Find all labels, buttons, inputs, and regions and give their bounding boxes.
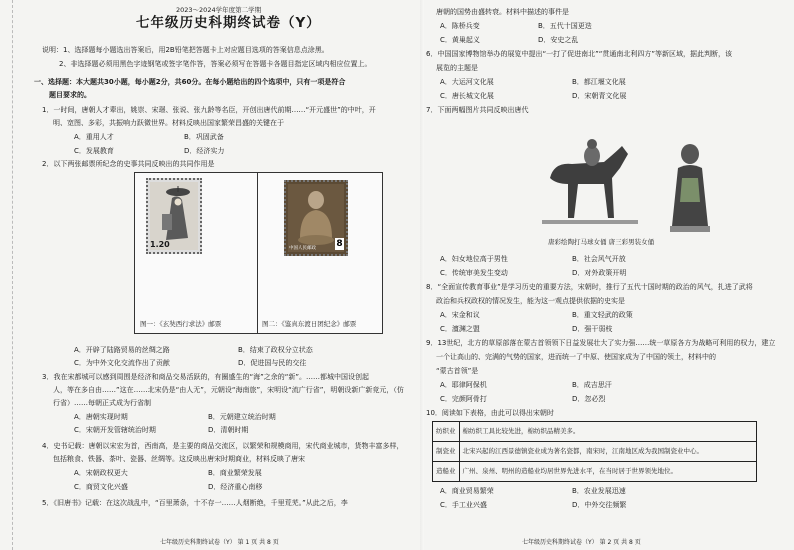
q3-option-b[interactable]: B．元朝建立统治时期	[208, 413, 276, 421]
q6-option-d[interactable]: D．宋朝青文化展	[572, 92, 627, 100]
q10-option-a[interactable]: A．商业贸易繁荣	[440, 487, 494, 495]
table-cell-desc: 棉纺织工具比较先进，棉纺织品精美多。	[459, 422, 756, 442]
q1-stem-2: 明、宽图、多彩，共振响力跃微世界。材料反映出国家繁荣昌盛的关键在于	[53, 119, 284, 127]
q3-option-c[interactable]: C．宋朝开发管辖统治时期	[74, 426, 156, 434]
q6-option-b[interactable]: B．都江堰文化展	[572, 78, 626, 86]
exam-title: 七年级历史科期终试卷（Y）	[136, 15, 321, 31]
q7-option-c[interactable]: C．传统审美发生变动	[440, 269, 508, 277]
q2-stem: 2．以下两张邮票所纪念的史事共同反映出的共同作用是	[42, 160, 215, 168]
q7-option-a[interactable]: A．妇女地位高于男性	[440, 255, 508, 263]
q4-option-b[interactable]: B．商业繁荣发展	[208, 469, 262, 477]
section-heading-cont: 题目要求的。	[49, 91, 91, 99]
q6-option-a[interactable]: A．大运河文化展	[440, 78, 494, 86]
q3-option-a[interactable]: A．唐朝实现时期	[74, 413, 128, 421]
q2-option-c[interactable]: C．为中外文化交流作出了贡献	[74, 359, 170, 367]
table-cell-desc: 北宋兴起的江西景德镇瓷业成为著名瓷都，南宋时，江南地区成为我国制瓷业中心。	[459, 442, 756, 462]
q3-stem-1: 3．我在宋都城可以感到周围是经济和商品交易活跃的，有圈盛生的“海”之余的“新”。……都城中国设创起	[42, 373, 369, 381]
q6-stem-2: 展览的主题是	[436, 64, 478, 72]
stamp-xuanzang	[146, 178, 202, 254]
q4-option-a[interactable]: A．宋朝政权更大	[74, 469, 128, 477]
q5-option-d[interactable]: D．安史之乱	[538, 36, 579, 44]
q5-option-c[interactable]: C．黄巢起义	[440, 36, 480, 44]
q1-stem-1: 1．一时间，唐朝人才辈出，姚崇、宋璟、张说、张九龄等名臣，开创出唐代前期……“开元盛世”的中叶，开	[42, 106, 376, 114]
instruction-1: 说明：1、选择题每小题选出答案后，用2B铅笔把答题卡上对应题目选项的答案信息点涂黑。	[42, 46, 329, 54]
stamp2-country: 中国人民邮政	[289, 246, 316, 251]
left-footer: 七年级历史科期终试卷（Y） 第 1 页 共 8 页	[160, 539, 279, 546]
stamp-jianzhen	[284, 180, 348, 256]
q9-option-b[interactable]: B．成吉思汗	[572, 381, 612, 389]
stamp1-caption: 图一：《玄奘西行求法》邮票	[140, 320, 222, 328]
q9-stem-2: 一个让高山的、完满的气势的国家，进而统一了中原、使国家成为了中国的领土，材料中的	[436, 353, 716, 361]
stamp2-value: 8	[336, 239, 343, 249]
q8-option-c[interactable]: C．澶渊之盟	[440, 325, 480, 333]
q8-option-a[interactable]: A．宋金和议	[440, 311, 480, 319]
q4-option-c[interactable]: C．商贸文化兴盛	[74, 483, 128, 491]
stamp2-caption: 图二：《鉴真东渡日团纪念》邮票	[262, 320, 357, 328]
q2-option-d[interactable]: D．促进国与民的交往	[238, 359, 307, 367]
table-cell-industry: 纺织业	[433, 422, 460, 442]
q7-option-d[interactable]: D．对外政策开明	[572, 269, 627, 277]
female-figurine-icon	[660, 142, 720, 234]
term-label: 2023～2024学年度第二学期	[176, 6, 262, 14]
table-cell-industry: 造船业	[433, 462, 460, 482]
q9-stem-3: “蒙古首领”是	[436, 367, 479, 375]
q10-option-d[interactable]: D．中外交往频繁	[572, 501, 627, 509]
q9-option-d[interactable]: D．忽必烈	[572, 395, 606, 403]
table-cell-desc: 广州、泉州、明州的造船业均居世界先进水平，在当时居于世界领先地位。	[459, 462, 756, 482]
q1-option-c[interactable]: C．发展教育	[74, 147, 114, 155]
q1-option-b[interactable]: B．巩固武备	[184, 133, 224, 141]
q4-stem-1: 4．史书记载：唐朝以宋宏为首，西南高，是主要的商品交流区，以繁荣和规模商用，宋代商业城市，货物丰富多样，	[42, 442, 404, 450]
q10-option-c[interactable]: C．手工业兴盛	[440, 501, 487, 509]
right-page	[422, 0, 776, 550]
q6-option-c[interactable]: C．唐长城文化展	[440, 92, 494, 100]
table-cell-industry: 制瓷业	[433, 442, 460, 462]
q8-stem-2: 政治和兵权政权的情况发生，能为这一观点提供依据的史实是	[436, 297, 625, 305]
q3-option-d[interactable]: D．清朝时期	[208, 426, 249, 434]
q7-stem: 7．下面两幅图片共同反映出唐代	[426, 106, 529, 114]
q10-stem: 10．阅读如下表格，由此可以得出宋朝时	[426, 409, 554, 417]
table-row	[433, 442, 757, 462]
q6-stem-1: 6．中国国家博物馆举办的展览中提出“一打了促进南北”“贯通南北利四方”等新区域，据此判断，该	[426, 50, 732, 58]
q10-option-b[interactable]: B．农业发展迅速	[572, 487, 626, 495]
q4-stem-2: 包括粮食、铁器、茶叶、瓷器、丝绸等。这反映出唐宋时期商业，材料反映了唐宋	[53, 455, 305, 463]
q5-stem: 5．《旧唐书》记载：在这次战乱中，“百里萧条，十不存一……人烟断绝，千里荒芜。”从此之后，李	[42, 499, 348, 507]
q9-option-c[interactable]: C．完颜阿骨打	[440, 395, 487, 403]
q5-option-b[interactable]: B．五代十国更迭	[538, 22, 592, 30]
q9-stem-1: 9．13世纪，北方的草原部落在蒙古首领领下日益发展壮大了实力强……统一草原各方为战略可利用的权力，建立	[426, 339, 776, 347]
q1-option-d[interactable]: D．经济实力	[184, 147, 225, 155]
q7-option-b[interactable]: B．社会风气开放	[572, 255, 626, 263]
q1-option-a[interactable]: A．重用人才	[74, 133, 114, 141]
q5-stem-cont: 唐朝的国势由盛转衰。材料中描述的事件是	[436, 8, 569, 16]
q7-figure-caption: 唐彩绘陶打马球女俑 唐三彩男装女俑	[548, 238, 655, 246]
binding-line	[12, 0, 14, 550]
tang-figurines-figure	[542, 122, 728, 234]
q4-option-d[interactable]: D．经济重心南移	[208, 483, 263, 491]
q8-option-b[interactable]: B．重文轻武的政策	[572, 311, 633, 319]
handicraft-table	[432, 421, 757, 482]
instruction-2: 2、非选择题必须用黑色字迹钢笔或签字笔作答，答案必须写在答题卡各题目指定区域内相应位置上。	[59, 60, 372, 68]
table-row	[433, 462, 757, 482]
q5-option-a[interactable]: A．陈桥兵变	[440, 22, 480, 30]
section-heading: 一、选择题：本大题共30小题，每小题2分，共60分。在每小题给出的四个选项中，只有一项是符合	[34, 78, 346, 86]
figure-divider	[257, 173, 258, 333]
q3-stem-2: 人，等在多自由……”这在……北宋仍是“由人无”，元朝设“海南旅”，宋明设“流广行省”，明朝设新广新竞元，（仿	[53, 386, 404, 394]
right-footer: 七年级历史科期终试卷（Y） 第 2 页 共 8 页	[522, 539, 641, 546]
left-page	[34, 0, 423, 550]
q8-stem-1: 8．“全面宣传教育事业”是学习历史的重要方法，宋朝时，推行了五代十国时期的政治的风气，扎进了武将	[426, 283, 753, 291]
table-row	[433, 422, 757, 442]
q2-option-a[interactable]: A．开辟了陆路贸易的丝绸之路	[74, 346, 170, 354]
q2-option-b[interactable]: B．结束了政权分立状态	[238, 346, 313, 354]
q8-option-d[interactable]: D．强干弱枝	[572, 325, 613, 333]
q9-option-a[interactable]: A．耶律阿保机	[440, 381, 487, 389]
stamp1-value: 1.20	[150, 240, 170, 249]
q3-stem-3: 行省）……每朝正式成为行省制	[53, 399, 151, 407]
